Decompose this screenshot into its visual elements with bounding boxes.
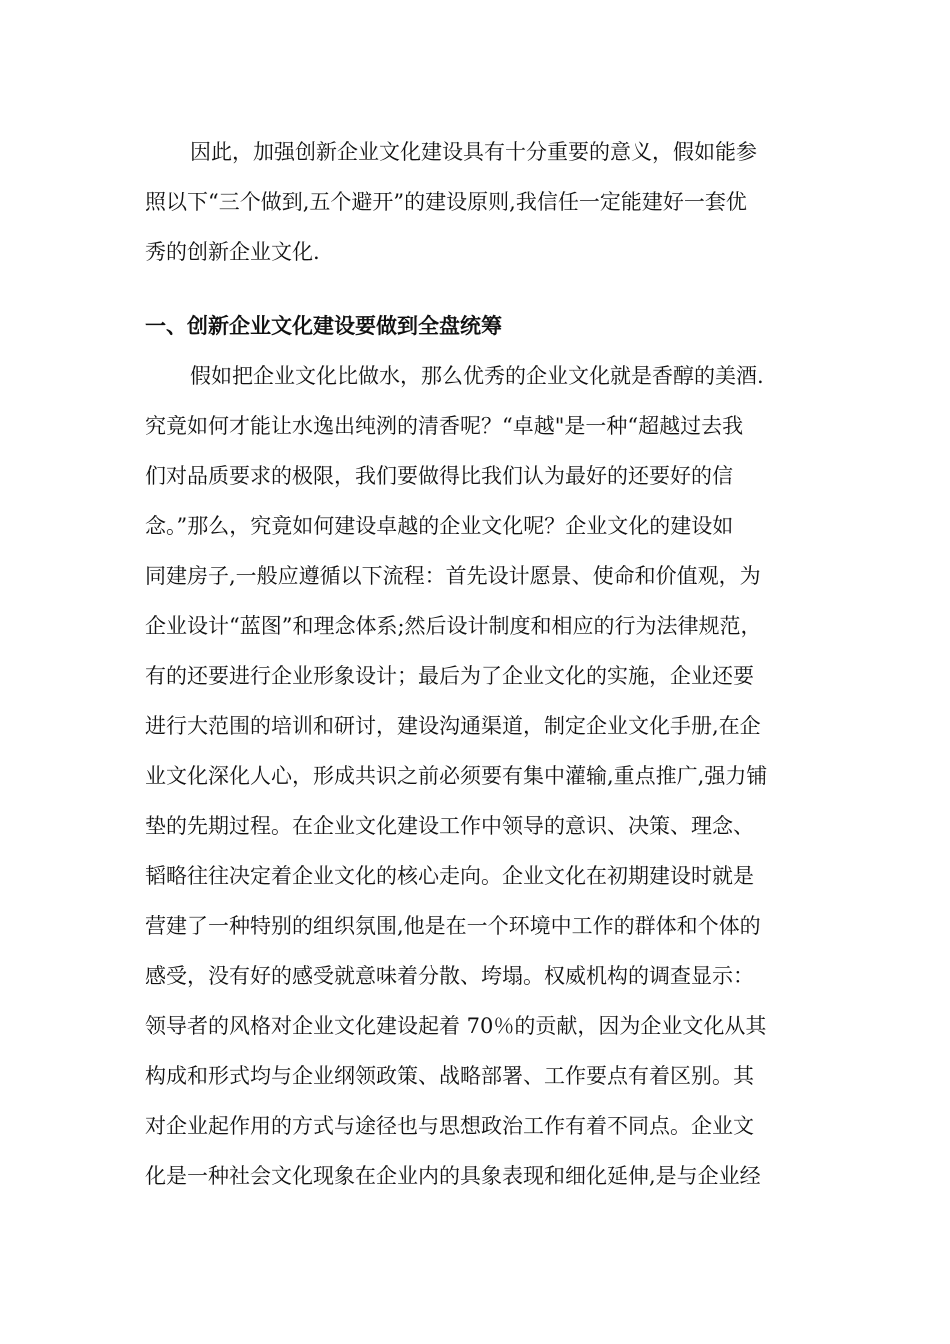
body-line: 业文化深化人心，形成共识之前必须要有集中灌输,重点推广,强力铺 [145,764,768,788]
body-line: 营建了一种特别的组织氛围,他是在一个环境中工作的群体和个体的 [145,914,761,938]
body-line: 领导者的风格对企业文化建设起着 70％的贡献，因为企业文化从其 [145,1014,767,1038]
body-line: 构成和形式均与企业纲领政策、战略部署、工作要点有着区别。其 [145,1064,754,1088]
body-line: 有的还要进行企业形象设计；最后为了企业文化的实施，企业还要 [145,664,754,688]
body-line: 感受，没有好的感受就意味着分散、垮塌。权威机构的调查显示： [145,964,754,988]
body-line: 们对品质要求的极限，我们要做得比我们认为最好的还要好的信 [145,464,733,488]
body-line: 假如把企业文化比做水，那么优秀的企业文化就是香醇的美酒. [190,364,764,388]
body-line: 化是一种社会文化现象在企业内的具象表现和细化延伸,是与企业经 [145,1164,761,1188]
intro-line: 照以下“三个做到,五个避开”的建设原则,我信任一定能建好一套优 [145,190,747,214]
body-line: 垫的先期过程。在企业文化建设工作中领导的意识、决策、理念、 [145,814,754,838]
body-line: 企业设计“蓝图”和理念体系;然后设计制度和相应的行为法律规范， [145,614,762,638]
body-line: 对企业起作用的方式与途径也与思想政治工作有着不同点。企业文 [145,1114,754,1138]
intro-line: 秀的创新企业文化. [145,240,320,264]
body-line: 韬略往往决定着企业文化的核心走向。企业文化在初期建设时就是 [145,864,754,888]
body-line: 进行大范围的培训和研讨，建设沟通渠道，制定企业文化手册,在企 [145,714,761,738]
body-line: 同建房子,一般应遵循以下流程：首先设计愿景、使命和价值观，为 [145,564,761,588]
body-line: 究竟如何才能让水逸出纯洌的清香呢？“卓越"是一种“超越过去我 [145,414,744,438]
section-heading: 一、创新企业文化建设要做到全盘统筹 [145,314,502,338]
intro-line: 因此，加强创新企业文化建设具有十分重要的意义，假如能参 [190,140,757,164]
body-line: 念。”那么，究竟如何建设卓越的企业文化呢？企业文化的建设如 [145,514,734,538]
